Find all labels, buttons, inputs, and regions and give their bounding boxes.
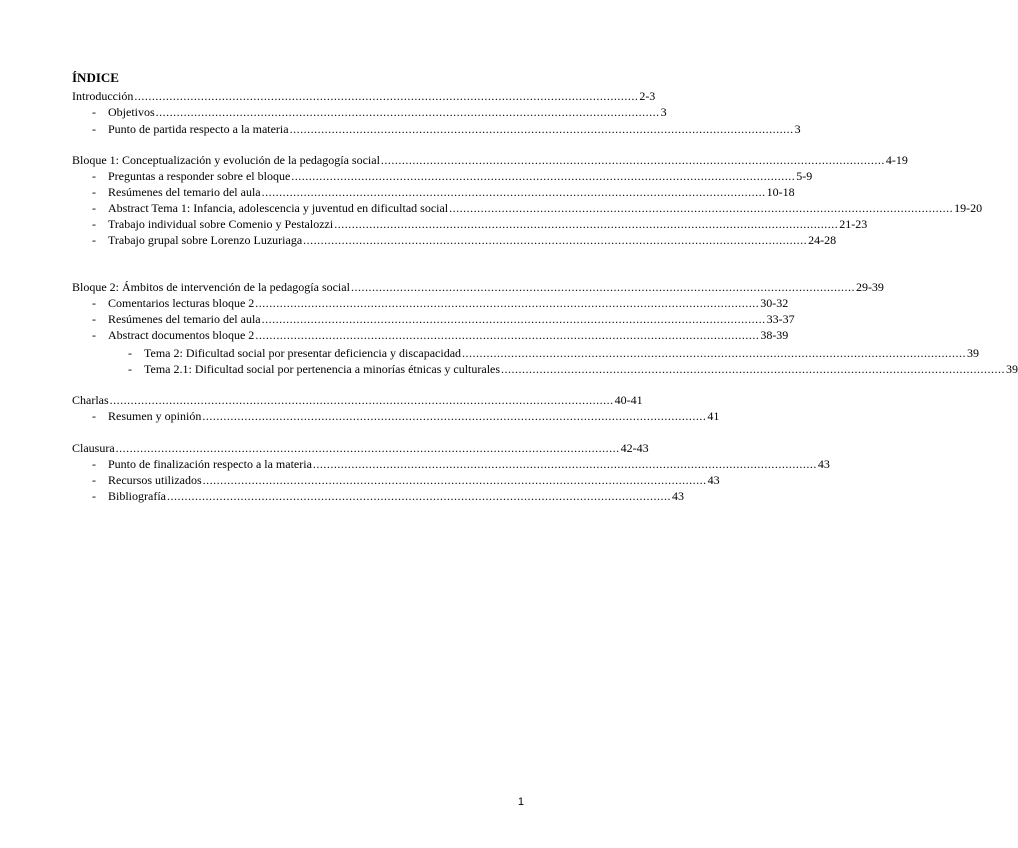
toc-label: Tema 2.1: Dificultad social por pertenencia a minorías étnicas y culturales — [144, 362, 501, 376]
bullet-marker: - — [92, 328, 96, 342]
toc-label: Abstract documentos bloque 2 — [108, 328, 255, 342]
toc-leader-dots: ................................................................................................................................................ — [261, 185, 766, 199]
toc-leader-dots: ................................................................................................................................................ — [462, 346, 967, 360]
toc-entry-resumenes-1 — [108, 184, 795, 200]
toc-leader-dots: ................................................................................................................................................ — [350, 280, 855, 294]
bullet-marker: - — [92, 185, 96, 199]
toc-label: Resúmenes del temario del aula — [108, 312, 261, 326]
toc-label: Bibliografía — [108, 489, 166, 503]
toc-entry-punto-finalizacion — [108, 456, 830, 472]
toc-page: 29-39 — [855, 280, 884, 294]
bullet-marker: - — [128, 362, 132, 376]
bullet-marker: - — [92, 409, 96, 423]
bullet-marker: - — [92, 233, 96, 247]
toc-leader-dots: ................................................................................................................................................ — [303, 233, 808, 247]
bullet-marker: - — [92, 296, 96, 310]
toc-leader-dots: ................................................................................................................................................ — [109, 393, 614, 407]
toc-label: Objetivos — [108, 105, 155, 119]
bullet-marker: - — [92, 105, 96, 119]
toc-leader-dots: ................................................................................................................................................ — [202, 473, 707, 487]
toc-page: 3 — [794, 122, 801, 136]
toc-page: 43 — [707, 473, 720, 487]
toc-entry-bibliografia — [108, 488, 684, 504]
toc-entry-introduccion — [72, 88, 656, 104]
toc-page: 39 — [967, 346, 980, 360]
toc-page: 2-3 — [639, 89, 656, 103]
toc-entry-tema-2-1 — [144, 361, 1018, 377]
bullet-marker: - — [92, 217, 96, 231]
toc-entry-abstract-bloque-2 — [108, 327, 789, 343]
toc-entry-comentarios — [108, 295, 789, 311]
toc-label: Resúmenes del temario del aula — [108, 185, 261, 199]
toc-entry-resumenes-2 — [108, 311, 795, 327]
toc-page: 41 — [707, 409, 720, 423]
bullet-marker: - — [92, 457, 96, 471]
toc-page: 4-19 — [885, 153, 908, 167]
bullet-marker: - — [92, 122, 96, 136]
toc-label: Trabajo individual sobre Comenio y Pestalozzi — [108, 217, 334, 231]
toc-page: 5-9 — [796, 169, 813, 183]
toc-leader-dots: ................................................................................................................................................ — [501, 362, 1006, 376]
toc-entry-bloque-2 — [72, 279, 884, 295]
toc-page: 30-32 — [760, 296, 789, 310]
toc-leader-dots: ................................................................................................................................................ — [255, 296, 760, 310]
toc-page: 10-18 — [766, 185, 795, 199]
toc-entry-resumen-opinion — [108, 408, 720, 424]
toc-label: Tema 2: Dificultad social por presentar deficiencia y discapacidad — [144, 346, 462, 360]
toc-entry-luzuriaga — [108, 232, 837, 248]
toc-label: Trabajo grupal sobre Lorenzo Luzuriaga — [108, 233, 303, 247]
toc-leader-dots: ................................................................................................................................................ — [312, 457, 817, 471]
index-title: ÍNDICE — [72, 70, 119, 85]
toc-entry-charlas — [72, 392, 643, 408]
toc-page: 42-43 — [620, 441, 649, 455]
toc-leader-dots: ................................................................................................................................................ — [166, 489, 671, 503]
toc-label: Bloque 2: Ámbitos de intervención de la pedagogía social — [72, 280, 350, 294]
toc-page: 38-39 — [760, 328, 789, 342]
toc-leader-dots: ................................................................................................................................................ — [449, 201, 954, 215]
toc-label: Charlas — [72, 393, 109, 407]
toc-page: 3 — [660, 105, 667, 119]
toc-page: 24-28 — [808, 233, 837, 247]
toc-leader-dots: ................................................................................................................................................ — [380, 153, 885, 167]
toc-leader-dots: ................................................................................................................................................ — [261, 312, 766, 326]
bullet-marker: - — [92, 169, 96, 183]
toc-label: Punto de partida respecto a la materia — [108, 122, 289, 136]
bullet-marker: - — [92, 473, 96, 487]
toc-page: 33-37 — [766, 312, 795, 326]
bullet-marker: - — [92, 201, 96, 215]
toc-entry-recursos — [108, 472, 720, 488]
toc-label: Clausura — [72, 441, 115, 455]
toc-leader-dots: ................................................................................................................................................ — [291, 169, 796, 183]
toc-leader-dots: ................................................................................................................................................ — [289, 122, 794, 136]
toc-leader-dots: ................................................................................................................................................ — [255, 328, 760, 342]
toc-label: Bloque 1: Conceptualización y evolución de la pedagogía social — [72, 153, 380, 167]
toc-entry-bloque-1 — [72, 152, 908, 168]
toc-label: Resumen y opinión — [108, 409, 202, 423]
toc-page: 19-20 — [954, 201, 983, 215]
toc-label: Comentarios lecturas bloque 2 — [108, 296, 255, 310]
toc-entry-punto-partida — [108, 121, 801, 137]
toc-entry-abstract-tema-1 — [108, 200, 983, 216]
toc-page: 40-41 — [614, 393, 643, 407]
toc-entry-clausura — [72, 440, 649, 456]
toc-leader-dots: ................................................................................................................................................ — [134, 89, 639, 103]
toc-page: 43 — [817, 457, 830, 471]
toc-label: Abstract Tema 1: Infancia, adolescencia y juventud en dificultad social — [108, 201, 449, 215]
toc-leader-dots: ................................................................................................................................................ — [115, 441, 620, 455]
toc-label: Recursos utilizados — [108, 473, 202, 487]
page-number: 1 — [517, 796, 524, 808]
toc-page: 43 — [671, 489, 684, 503]
toc-leader-dots: ................................................................................................................................................ — [202, 409, 707, 423]
toc-leader-dots: ................................................................................................................................................ — [155, 105, 660, 119]
bullet-marker: - — [92, 489, 96, 503]
toc-page: 21-23 — [839, 217, 868, 231]
bullet-marker: - — [92, 312, 96, 326]
toc-entry-tema-2 — [144, 345, 980, 361]
toc-entry-comenio — [108, 216, 868, 232]
toc-page: 39 — [1006, 362, 1018, 376]
toc-label: Punto de finalización respecto a la materia — [108, 457, 312, 471]
toc-label: Introducción — [72, 89, 134, 103]
toc-label: Preguntas a responder sobre el bloque — [108, 169, 291, 183]
bullet-marker: - — [128, 346, 132, 360]
toc-leader-dots: ................................................................................................................................................ — [334, 217, 839, 231]
toc-entry-preguntas — [108, 168, 813, 184]
toc-entry-objetivos — [108, 104, 667, 120]
